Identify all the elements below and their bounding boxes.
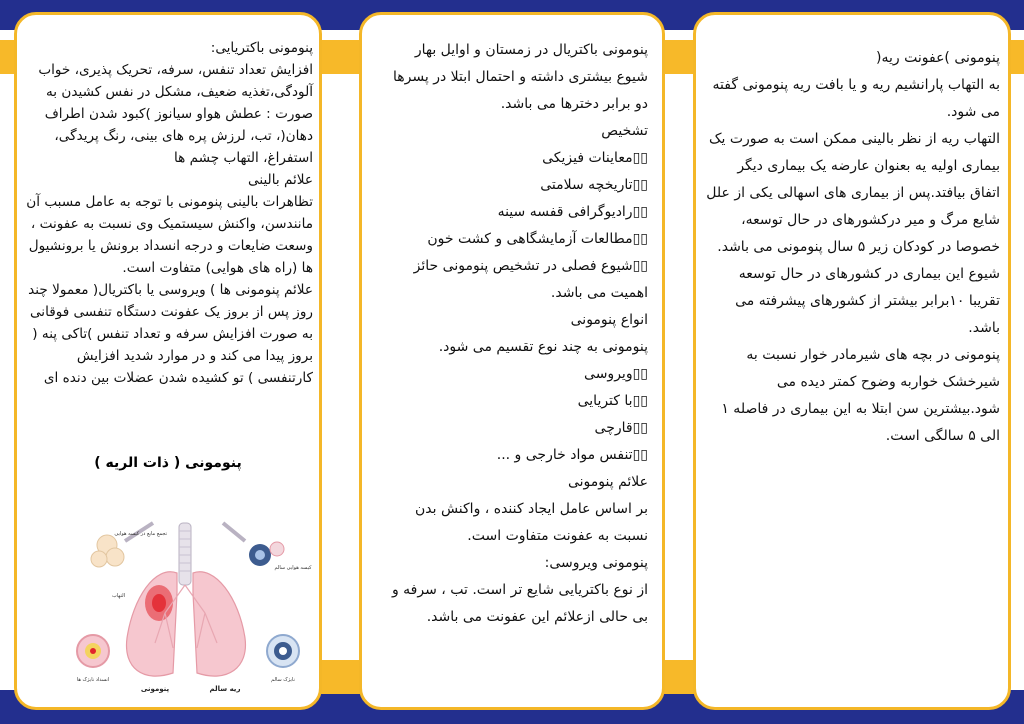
paragraph: بر اساس عامل ایجاد کننده ، واکنش بدن نسبت به عفونت متفاوت است. bbox=[414, 501, 648, 544]
paragraph: علائم پنومونی ها ) ویروسی یا باکتریال( معمولا چند روز پس از بروز یک عفونت دستگاه تنفسی فوقانی به صورت افزایش سرفه و تعداد تنفس )تاکی پنه ( بروز پیدا می کند و در موارد شدید افزایش کارتنفسی ) تو کشیده شدن عضلات بین دنده ای bbox=[28, 282, 313, 386]
label-accumulation: تجمع مایع در کیسه هوایی bbox=[114, 531, 167, 537]
paragraph: پنومونی باکتریال در زمستان و اوایل بهار شیوع بیشتری داشته و احتمال ابتلا در پسرها دو برابر دخترها می باشد. bbox=[393, 42, 648, 112]
gold-stripe-center bbox=[318, 40, 364, 74]
label-healthy-sac: کیسه هوایی سالم bbox=[274, 565, 312, 571]
section-heading: تشخیص bbox=[601, 123, 648, 139]
lung-illustration bbox=[55, 503, 315, 703]
bullet-icon: ▯▯ bbox=[632, 366, 648, 382]
gold-stripe-center-2 bbox=[662, 40, 696, 74]
panel-middle bbox=[359, 12, 665, 710]
paragraph: التهاب ریه از نظر بالینی ممکن است به صورت یک بیماری اولیه یه بعنوان عارضه یک بیماری دیگر اتفاق بیافتد.پس از بیماری های اسهالی یکی از علل شایع مرگ و میر درکشورهای در حال توسعه، خصوصا در کودکان زیر ۵ سال پنومونی می باشد. bbox=[706, 131, 1000, 255]
paragraph: علائم بالینی bbox=[248, 172, 313, 188]
paragraph: از نوع باکتریایی شایع تر است. تب ، سرفه و بی حالی ازعلائم این عفونت می باشد. bbox=[391, 582, 648, 625]
bullet-icon: ▯▯ bbox=[632, 393, 648, 409]
list-item: ▯▯تاریخچه سلامتی bbox=[540, 177, 648, 193]
list-item: ▯▯معاینات فیزیکی bbox=[542, 150, 648, 166]
label-pneumonia: پنومونی bbox=[140, 685, 170, 693]
list-item: ▯▯ویروسی bbox=[584, 366, 648, 382]
paragraph: تظاهرات بالینی پنومونی با توجه به عامل مسبب آن مانندسن، واکنش سیستمیک وی نسبت به عفونت ، وسعت ضایعات و درجه انسداد برونش یا برونشیول ها (راه های هوایی) متفاوت است. bbox=[26, 194, 313, 276]
bullet-icon: ▯▯ bbox=[632, 447, 648, 463]
label-blocked-bronchus: انسداد نایژک ها bbox=[76, 677, 110, 683]
paragraph: پنومونی در بچه های شیرمادر خوار نسبت به شیرخشک خواربه وضوح کمتر دیده می شود.بیشترین سن ابتلا به این بیماری در فاصله ۱ الی ۵ سالگی است. bbox=[721, 347, 1000, 444]
bullet-icon: ▯▯ bbox=[632, 204, 648, 220]
label-healthy-bronchus: نایژک سالم bbox=[271, 677, 295, 683]
list-item: ▯▯رادیوگرافی قفسه سینه bbox=[497, 204, 648, 220]
bullet-icon: ▯▯ bbox=[632, 231, 648, 247]
bullet-icon: ▯▯ bbox=[632, 420, 648, 436]
list-item: ▯▯شیوع فصلی در تشخیص پنومونی حائز اهمیت می باشد. bbox=[413, 258, 648, 301]
paragraph: افزایش تعداد تنفس، سرفه، تحریک پذیری، خواب آلودگی،تغذیه ضعیف، مشکل در نفس کشیدن به صورت : عطش هواو سیانوز )کبود شدن اطراف دهان(، تب، لرزش پره های بینی، رنگ پریدگی، استفراغ، التهاب چشم ها bbox=[38, 62, 313, 166]
label-inflammation: التهاب bbox=[112, 593, 125, 599]
paragraph: پنومونی باکتریایی: bbox=[210, 40, 313, 56]
gold-stripe-bottom-center bbox=[318, 660, 364, 694]
list-item: ▯▯قارچی bbox=[594, 420, 648, 436]
list-item: ▯▯تنفس مواد خارجی و ... bbox=[496, 447, 648, 463]
list-item: ▯▯با کتریایی bbox=[577, 393, 648, 409]
bullet-icon: ▯▯ bbox=[632, 258, 648, 274]
section-heading: پنومونی )عفونت ریه( bbox=[876, 50, 1000, 66]
paragraph: شیوع این بیماری در کشورهای در حال توسعه تقریبا ۱۰برابر بیشتر از کشورهای پیشرفته می باشد. bbox=[735, 266, 1000, 336]
section-heading: انواع پنومونی bbox=[570, 312, 648, 328]
label-healthy-lung: ریه سالم bbox=[209, 685, 241, 693]
paragraph: به التهاب پارانشیم ریه و یا بافت ریه پنومونی گفته می شود. bbox=[712, 77, 1000, 120]
section-heading: علائم پنومونی bbox=[567, 474, 648, 490]
list-item: ▯▯مطالعات آزمایشگاهی و کشت خون bbox=[427, 231, 648, 247]
bullet-icon: ▯▯ bbox=[632, 150, 648, 166]
panel-left-text bbox=[23, 37, 313, 389]
panel-middle-text bbox=[380, 37, 648, 631]
paragraph: پنومونی به چند نوع تقسیم می شود. bbox=[438, 339, 648, 355]
gold-stripe-bottom-center-2 bbox=[662, 660, 696, 694]
panel-right bbox=[693, 12, 1011, 710]
section-heading: پنومونی ویروسی: bbox=[544, 555, 648, 571]
panel-left bbox=[14, 12, 322, 710]
bullet-icon: ▯▯ bbox=[632, 177, 648, 193]
panel-right-text bbox=[706, 45, 1000, 450]
figure-title: پنومونی ( ذات الریه ) bbox=[94, 455, 242, 471]
